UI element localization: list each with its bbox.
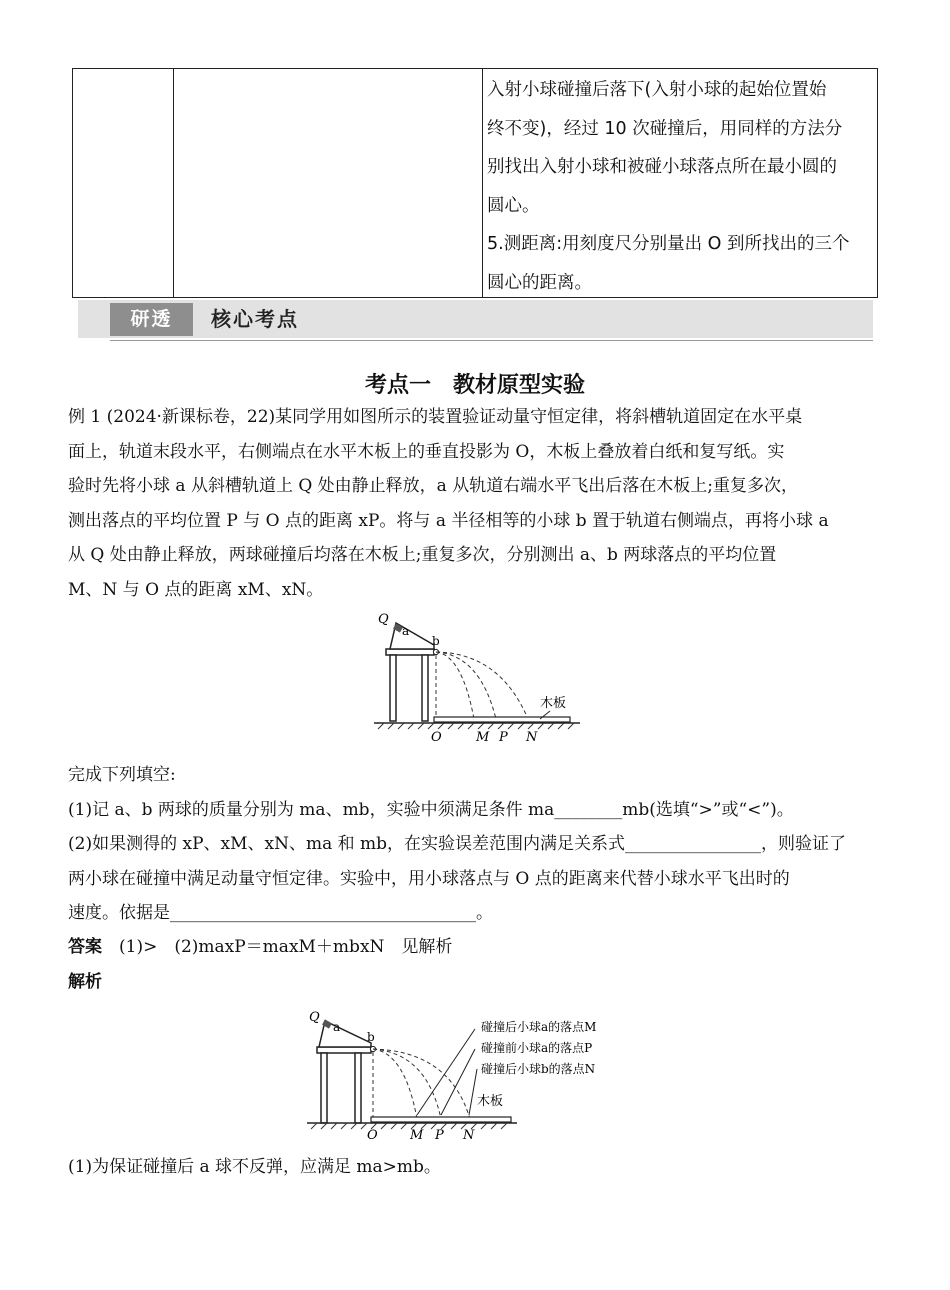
banner-tag: 研透 xyxy=(110,303,193,336)
label-m: M xyxy=(410,1128,424,1143)
trajectory-n xyxy=(436,652,528,719)
example-line: M、N 与 O 点的距离 xM、xN。 xyxy=(68,579,324,600)
table-line: 圆心的距离。 xyxy=(487,272,592,293)
question-2-line: 两小球在碰撞中满足动量守恒定律。实验中，用小球落点与 O 点的距离来代替小球水平飞出时的 xyxy=(68,868,790,889)
trajectory-p xyxy=(373,1049,441,1119)
ground-hatch xyxy=(311,1123,507,1129)
label-b: b xyxy=(432,634,440,648)
label-p: P xyxy=(499,730,508,745)
label-m: M xyxy=(476,730,490,745)
banner-title: 核心考点 xyxy=(211,307,299,331)
example-line: 从 Q 处由静止释放，两球碰撞后均落在木板上;重复多次，分别测出 a、b 两球落点的平均位置 xyxy=(68,545,777,565)
ground-hatch xyxy=(378,723,574,729)
example-line: 例 1 (2024·新课标卷，22)某同学用如图所示的装置验证动量守恒定律，将斜槽轨道固定在水平桌 xyxy=(68,407,803,427)
answer-text: (1)> (2)maxP＝maxM＋mbxN 见解析 xyxy=(119,937,453,957)
table-cell-steps xyxy=(483,69,877,297)
table-top xyxy=(317,1047,371,1053)
example-paragraph xyxy=(68,400,883,607)
table-line: 圆心。 xyxy=(487,195,540,216)
table-leg-right xyxy=(422,655,428,721)
label-b: b xyxy=(367,1030,375,1044)
trajectory-p xyxy=(436,652,496,719)
label-board: 木板 xyxy=(477,1094,504,1109)
analysis-text: (1)为保证碰撞后 a 球不反弹，应满足 ma>mb。 xyxy=(68,1157,441,1177)
label-o: O xyxy=(431,730,442,745)
analysis-block xyxy=(68,1150,883,1185)
answer-block xyxy=(68,930,883,999)
label-p: P xyxy=(435,1128,444,1143)
table-leg-left xyxy=(321,1053,327,1123)
question-2-line: (2)如果测得的 xP、xM、xN、ma 和 mb，在实验误差范围内满足关系式________________，则验证了 xyxy=(68,834,847,854)
table-leg-right xyxy=(355,1053,361,1123)
table-line: 终不变)，经过 10 次碰撞后，用同样的方法分 xyxy=(487,118,843,139)
table-cell-empty-1 xyxy=(73,69,174,297)
label-a: a xyxy=(333,1020,341,1034)
label-q: Q xyxy=(378,612,389,627)
trajectory-m xyxy=(373,1049,417,1119)
apparatus-figure xyxy=(370,605,585,745)
banner-underline xyxy=(110,340,873,341)
questions-intro: 完成下列填空: xyxy=(68,765,176,785)
table-cell-empty-2 xyxy=(174,69,483,297)
example-line: 测出落点的平均位置 P 与 O 点的距离 xP。将与 a 半径相等的小球 b 置于轨道右侧端点，再将小球 a xyxy=(68,510,829,531)
table-line: 入射小球碰撞后落下(入射小球的起始位置始 xyxy=(487,80,827,100)
example-line: 验时先将小球 a 从斜槽轨道上 Q 处由静止释放，a 从轨道右端水平飞出后落在木板上;重复多次， xyxy=(68,476,798,496)
label-board: 木板 xyxy=(540,696,567,711)
note-p: 碰撞前小球a的落点P xyxy=(481,1041,593,1055)
wood-board xyxy=(371,1117,511,1122)
questions-block xyxy=(68,758,883,931)
section-title: 考点一 教材原型实验 xyxy=(364,373,585,398)
trajectory-m xyxy=(436,652,474,719)
section-banner xyxy=(78,300,873,338)
note-m: 碰撞后小球a的落点M xyxy=(481,1020,597,1034)
table-top xyxy=(386,649,434,655)
label-q: Q xyxy=(309,1010,320,1025)
label-o: O xyxy=(367,1128,378,1143)
table-line: 别找出入射小球和被碰小球落点所在最小圆的 xyxy=(487,157,837,177)
label-a: a xyxy=(402,624,410,638)
wood-board xyxy=(434,717,570,722)
label-n: N xyxy=(463,1128,475,1143)
note-n: 碰撞后小球b的落点N xyxy=(481,1062,596,1076)
answer-label: 答案 xyxy=(68,937,102,957)
arrow-n xyxy=(469,1069,477,1115)
analysis-label: 解析 xyxy=(68,971,102,992)
table-leg-left xyxy=(390,655,396,721)
arrow-p xyxy=(441,1049,475,1115)
question-2-line: 速度。依据是____________________________________。 xyxy=(68,903,493,923)
label-n: N xyxy=(526,730,538,745)
question-1: (1)记 a、b 两球的质量分别为 ma、mb，实验中须满足条件 ma________mb(选填“>”或“<”)。 xyxy=(68,799,794,820)
example-line: 面上，轨道末段水平，右侧端点在水平木板上的垂直投影为 O，木板上叠放着白纸和复写纸。实 xyxy=(68,441,785,462)
arrow-m xyxy=(417,1029,475,1115)
table-line: 5.测距离:用刻度尺分别量出 O 到所找出的三个 xyxy=(487,234,850,254)
procedure-table xyxy=(72,68,878,298)
annotated-apparatus-figure xyxy=(305,1005,645,1145)
